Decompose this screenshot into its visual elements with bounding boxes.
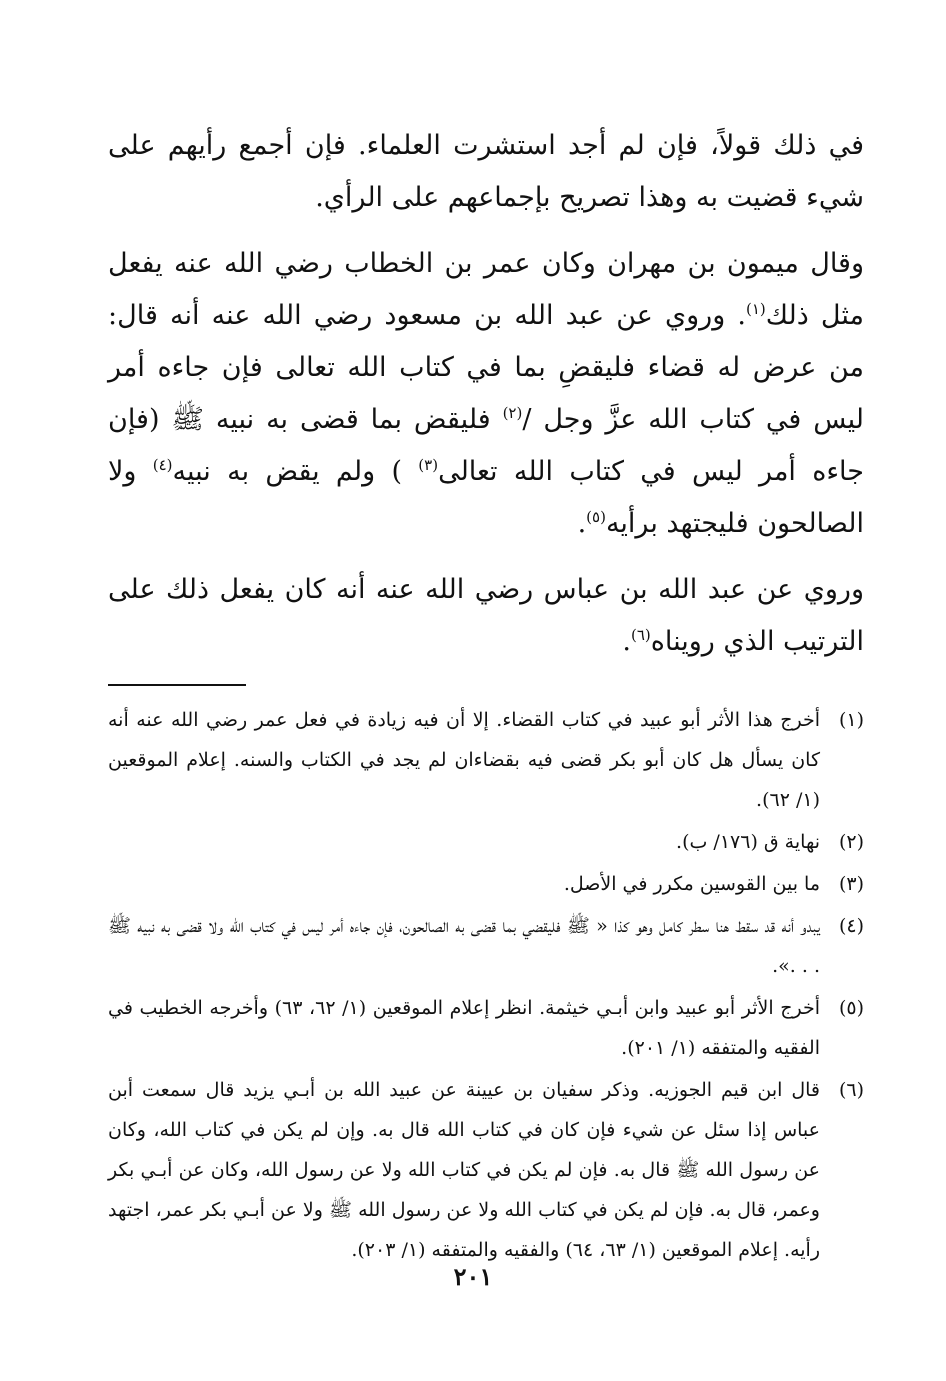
footnote-number: (٣) <box>838 873 864 895</box>
footnote-separator <box>108 684 246 686</box>
footnote-6 <box>108 1070 864 1270</box>
footnote-text: ما بين القوسين مكرر في الأصل. <box>563 873 820 895</box>
paragraph-text: ) ولم يقض به نبيه <box>172 456 419 487</box>
footnote-number: (٥) <box>838 997 864 1019</box>
paragraph-text: . <box>622 626 631 657</box>
footnote-number: (١) <box>838 709 864 731</box>
footnote-text: يبدو أنه قد سقط هنا سطر كامل وهو كذا « ﷺ فليقضي بما قضى به الصالحون، فإن جاءه أمر ليس في كتاب الله ولا قضى به نبيه ﷺ . . .». <box>108 915 820 977</box>
body-text <box>108 120 864 668</box>
body-paragraph-1 <box>108 120 864 224</box>
paragraph-text: فليقض بما قضى به نبيه ﷺ (فإن جاءه أمر ليس في كتاب الله تعالى <box>108 404 864 487</box>
paragraph-text: . وروي عن عبد الله بن مسعود رضي الله عنه أنه قال: من عرض له قضاء فليقضِ بما في كتاب الله تعالى فإن جاءه أمر ليس في كتاب الله عزَّ وجل / <box>108 300 864 435</box>
footnote-5 <box>108 988 864 1068</box>
footnote-4 <box>108 906 864 986</box>
footnote-reference[interactable]: (٣) <box>418 456 439 474</box>
footnote-number: (٢) <box>838 831 864 853</box>
footnote-text: أخرج الأثر أبو عبيد وابن أبـي خيثمة. انظر إعلام الموقعين (١/ ٦٢، ٦٣) وأخرجه الخطيب في الفقيه والمتفقه (١/ ٢٠١). <box>108 997 821 1059</box>
paragraph-text: . <box>577 508 587 539</box>
footnote-reference[interactable]: (٤) <box>152 456 173 474</box>
footnote-2 <box>108 822 864 862</box>
paragraph-text: في ذلك قولاً، فإن لم أجد استشرت العلماء. فإن أجمع رأيهم على شيء قضيت به وهذا تصريح بإجماعهم على الرأي. <box>108 130 864 213</box>
footnote-text: نهاية ق (١٧٦/ ب). <box>676 831 820 853</box>
footnote-text: أخرج هذا الأثر أبو عبيد في كتاب القضاء. إلا أن فيه زيادة في فعل عمر رضي الله عنه أنه كان يسأل هل كان أبو بكر قضى فيه بقضاءان لم يجد في الكتاب والسنه. إعلام الموقعين (١/ ٦٢). <box>108 709 820 811</box>
body-paragraph-2 <box>108 238 864 550</box>
footnote-reference[interactable]: (٥) <box>586 508 606 526</box>
paragraph-text: وقال ميمون بن مهران وكان عمر بن الخطاب رضي الله عنه يفعل مثل ذلك <box>108 248 864 331</box>
footnote-1 <box>108 700 864 820</box>
body-paragraph-3 <box>108 564 864 668</box>
page-content <box>108 120 864 1272</box>
paragraph-text: ولا الصالحون فليجتهد برأيه <box>108 456 864 539</box>
paragraph-text: وروي عن عبد الله بن عباس رضي الله عنه أنه كان يفعل ذلك على الترتيب الذي رويناه <box>108 574 864 657</box>
footnote-number: (٦) <box>838 1079 864 1101</box>
page-number: ٢٠١ <box>453 1262 493 1291</box>
footnote-reference[interactable]: (١) <box>746 300 766 318</box>
footnote-reference[interactable]: (٢) <box>502 404 523 422</box>
footnote-number: (٤) <box>838 915 864 937</box>
footnote-text: قال ابن قيم الجوزيه. وذكر سفيان بن عيينة عن عبيد الله بن أبـي يزيد قال سمعت أبن عباس إذا سئل عن شيء فإن كان في كتاب الله قال به. وإن لم يكن في كتاب الله، وكان عن رسول الله ﷺ قال به. فإن لم يكن في كتاب الله ولا عن رسول الله، وكان عن أبـي بكر وعمر، قال به. فإن لم يكن في كتاب الله ولا عن رسول الله ﷺ ولا عن أبـي بكر عمر، اجتهد رأيه. إعلام الموقعين (١/ ٦٣، ٦٤) والفقيه والمتفقه (١/ ٢٠٣). <box>108 1079 820 1261</box>
footnote-3 <box>108 864 864 904</box>
footnotes <box>108 700 864 1270</box>
footnote-reference[interactable]: (٦) <box>630 626 651 644</box>
